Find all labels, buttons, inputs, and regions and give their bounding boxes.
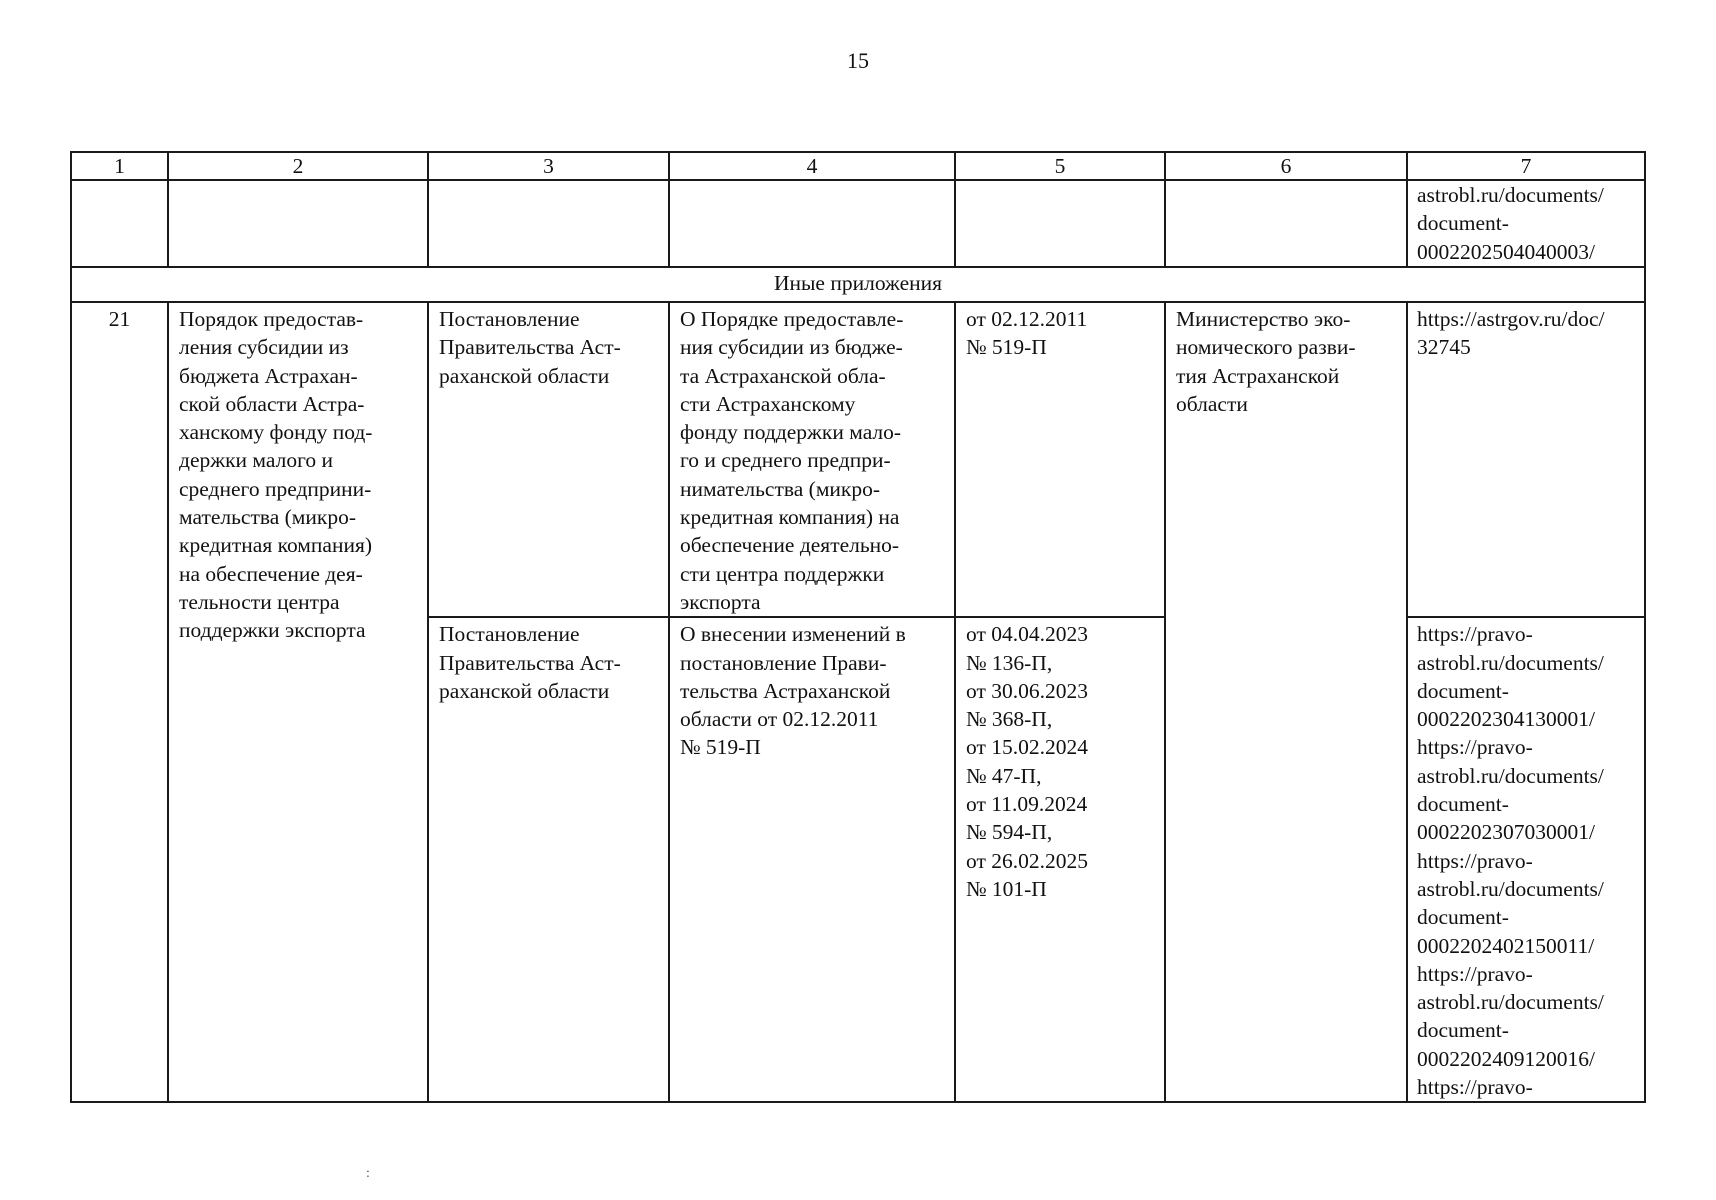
- column-header-2: 2: [168, 152, 428, 180]
- table-cell: [955, 180, 1165, 267]
- act-link: https://pravo- astrobl.ru/documents/ document- 0002202304130001/ https://pravo- astrobl.ru/documents/ document- 0002202307030001/ https://pravo- astrobl.ru/documents/ document- 0002202402150011/ https://pravo- astrobl.ru/documents/ document- 0002202409120016/ https://pravo-: [1407, 617, 1645, 1102]
- act-title: О внесении изменений в постановление Прави- тельства Астраханской области от 02.12.2011 № 519-П: [669, 617, 955, 1102]
- section-title: Иные приложения: [71, 267, 1645, 302]
- column-header-3: 3: [428, 152, 669, 180]
- page-number: 15: [847, 48, 869, 73]
- legal-acts-table: [70, 151, 1646, 1103]
- continuation-row: [71, 180, 1645, 267]
- section-row: [71, 267, 1645, 302]
- act-title: О Порядке предоставле- ния субсидии из бюдже- та Астраханской обла- сти Астраханскому фонду поддержки мало- го и среднего предпри- нимательства (микро- кредитная компания) на обеспечение деятельно- сти центра поддержки экспорта: [669, 302, 955, 617]
- act-date-number: от 04.04.2023 № 136-П, от 30.06.2023 № 368-П, от 15.02.2024 № 47-П, от 11.09.2024 № 594-П, от 26.02.2025 № 101-П: [955, 617, 1165, 1102]
- scan-speck: :: [366, 1166, 370, 1181]
- column-header-4: 4: [669, 152, 955, 180]
- table-cell: [71, 180, 168, 267]
- table-cell: [1165, 180, 1407, 267]
- entry-number: 21: [71, 302, 168, 1102]
- table-cell: [428, 180, 669, 267]
- column-header-7: 7: [1407, 152, 1645, 180]
- act-type: Постановление Правительства Аст- раханской области: [428, 302, 669, 617]
- act-link: https://astrgov.ru/doc/ 32745: [1407, 302, 1645, 617]
- column-header-1: 1: [71, 152, 168, 180]
- table-row: [71, 302, 1645, 617]
- table-cell: [669, 180, 955, 267]
- act-date-number: от 02.12.2011 № 519-П: [955, 302, 1165, 617]
- act-type: Постановление Правительства Аст- раханской области: [428, 617, 669, 1102]
- responsible-body: Министерство эко- номического разви- тия Астраханской области: [1165, 302, 1407, 1102]
- column-header-row: [71, 152, 1645, 180]
- continuation-link: astrobl.ru/documents/ document- 0002202504040003/: [1407, 180, 1645, 267]
- entry-name: Порядок предостав- ления субсидии из бюджета Астрахан- ской области Астра- ханскому фонду под- держки малого и среднего предприни- мательства (микро- кредитная компания) на обеспечение дея- тельности центра поддержки экспорта: [168, 302, 428, 1102]
- table-cell: [168, 180, 428, 267]
- column-header-5: 5: [955, 152, 1165, 180]
- column-header-6: 6: [1165, 152, 1407, 180]
